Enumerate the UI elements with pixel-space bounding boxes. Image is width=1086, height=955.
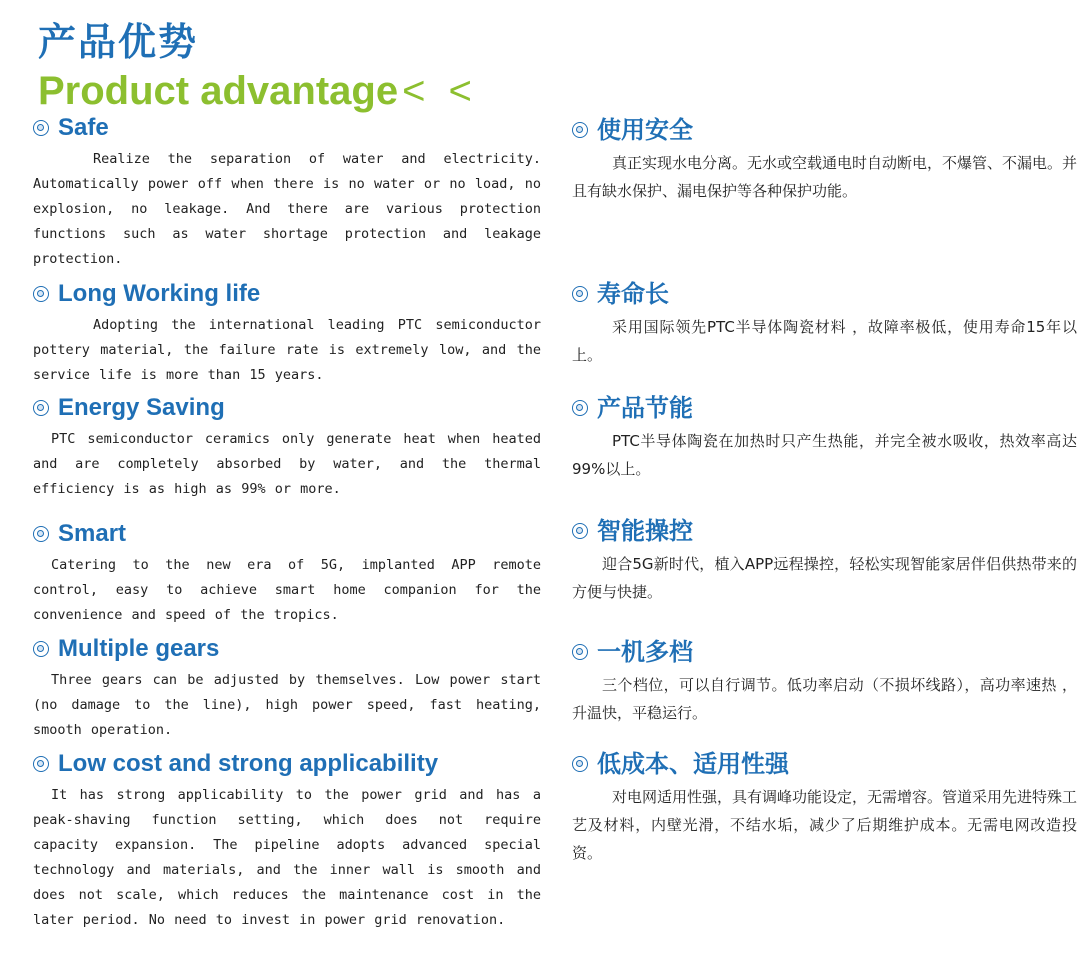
section-smart-en [33, 519, 541, 628]
double-circle-bullet-icon [572, 756, 588, 772]
double-circle-bullet-icon [572, 286, 588, 302]
title-arrows-icon: < < [402, 69, 478, 113]
section-heading [572, 749, 1077, 779]
section-heading-text: Low cost and strong applicability [58, 750, 439, 777]
section-body: It has strong applicability to the power grid and has a peak-shaving function setting, which does not require capacity expansion. The pipeline adopts advanced special technology and materials, and the inner wall is smooth and does not scale, which reduces the maintenance cost in the later period. No need to invest in power grid renovation. [33, 787, 541, 928]
section-heading [33, 113, 541, 143]
section-safe-en [33, 113, 541, 272]
double-circle-bullet-icon [33, 526, 49, 542]
double-circle-bullet-icon [572, 644, 588, 660]
double-circle-bullet-icon [572, 400, 588, 416]
double-circle-bullet-icon [33, 641, 49, 657]
section-long-life-en [33, 279, 541, 388]
section-energy-saving-en [33, 393, 541, 502]
section-multiple-gears-zh [572, 637, 1077, 727]
section-safe-zh [572, 115, 1077, 205]
section-body: 采用国际领先PTC半导体陶瓷材料 ，故障率极低，使用寿命15年以上。 [572, 318, 1077, 364]
section-heading-text: 使用安全 [597, 116, 693, 144]
double-circle-bullet-icon [572, 523, 588, 539]
page-title-zh: 产品优势 [38, 20, 199, 64]
section-body: 真正实现水电分离。无水或空载通电时自动断电，不爆管、不漏电。并且有缺水保护、漏电保护等各种保护功能。 [572, 154, 1078, 200]
section-long-life-zh [572, 279, 1077, 369]
section-energy-saving-zh [572, 393, 1077, 483]
section-heading-text: Multiple gears [58, 635, 220, 662]
section-body: 三个档位，可以自行调节。低功率启动（不损坏线路），高功率速热 ，升温快，平稳运行。 [572, 676, 1077, 722]
double-circle-bullet-icon [33, 120, 49, 136]
section-body: 迎合5G新时代，植入APP远程操控，轻松实现智能家居伴侣供热带来的方便与快捷。 [572, 555, 1077, 601]
section-body: Three gears can be adjusted by themselves. Low power start (no damage to the line), high power speed, fast heating, smooth operation. [33, 672, 541, 738]
section-heading-text: 寿命长 [597, 280, 669, 308]
section-heading-text: 一机多档 [597, 638, 693, 666]
section-heading [572, 516, 1077, 546]
double-circle-bullet-icon [33, 400, 49, 416]
section-heading-text: Smart [58, 520, 127, 547]
section-multiple-gears-en [33, 634, 541, 743]
section-heading [572, 393, 1077, 423]
section-low-cost-zh [572, 749, 1077, 867]
section-body: Realize the separation of water and electricity. Automatically power off when there is no water or no load, no explosion, no leakage. And there are various protection functions such as water shortage protection and leakage protection. [33, 151, 541, 267]
section-heading [33, 279, 541, 309]
double-circle-bullet-icon [33, 756, 49, 772]
double-circle-bullet-icon [572, 122, 588, 138]
section-heading [33, 749, 541, 779]
section-heading [33, 634, 541, 664]
section-heading-text: Long Working life [58, 280, 261, 307]
section-heading [572, 115, 1077, 145]
section-heading [33, 393, 541, 423]
section-body: 对电网适用性强，具有调峰功能设定，无需增容。管道采用先进特殊工艺及材料，内壁光滑，不结水垢，减少了后期维护成本。无需电网改造投资。 [572, 788, 1078, 862]
section-smart-zh [572, 516, 1077, 606]
section-heading [572, 637, 1077, 667]
section-body: PTC semiconductor ceramics only generate heat when heated and are completely absorbed by water, and the thermal efficiency is as high as 99% or more. [33, 431, 541, 497]
page-title-en [38, 68, 478, 114]
section-low-cost-en [33, 749, 541, 933]
page-title-en-text: Product advantage [38, 69, 399, 113]
section-heading [572, 279, 1077, 309]
section-body: PTC半导体陶瓷在加热时只产生热能，并完全被水吸收，热效率高达99%以上。 [572, 432, 1077, 478]
section-heading [33, 519, 541, 549]
section-heading-text: Energy Saving [58, 394, 225, 421]
section-heading-text: Safe [58, 114, 109, 141]
section-heading-text: 智能操控 [597, 517, 693, 545]
double-circle-bullet-icon [33, 286, 49, 302]
section-heading-text: 低成本、适用性强 [597, 750, 789, 778]
section-body: Catering to the new era of 5G, implanted APP remote control, easy to achieve smart home companion for the convenience and speed of the tropics. [33, 557, 541, 623]
section-heading-text: 产品节能 [597, 394, 693, 422]
section-body: Adopting the international leading PTC semiconductor pottery material, the failure rate is extremely low, and the service life is more than 15 years. [33, 317, 541, 383]
